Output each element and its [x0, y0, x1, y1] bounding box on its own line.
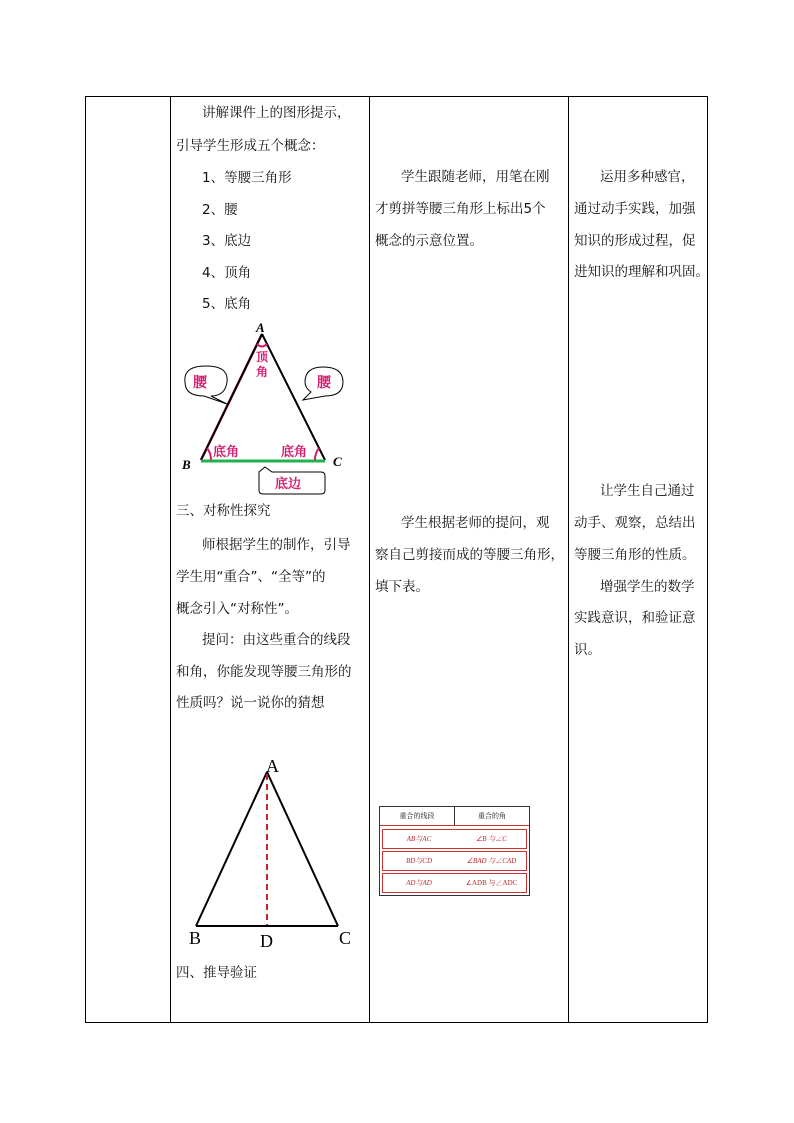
col3-para2-line-1: 学生根据老师的提问，观: [401, 515, 550, 531]
concept-item-3: 3、底边: [202, 233, 252, 249]
section4-title: 四、推导验证: [176, 965, 257, 981]
vertex-c-label: C: [333, 454, 342, 469]
table-row: [382, 829, 527, 849]
concept-item-5: 5、底角: [202, 296, 252, 312]
vertex-c-label-2: C: [339, 928, 352, 948]
segment-cell: AD与AD: [406, 879, 432, 887]
table-row: [382, 851, 527, 871]
section3-line-5: 和角，你能发现等腰三角形的: [176, 664, 352, 680]
col4-para2-line-6: 识。: [574, 642, 601, 658]
apex-angle-label-line2: 角: [256, 365, 269, 379]
vertex-d-label-2: D: [260, 931, 273, 951]
header-segments: 重合的线段: [399, 812, 435, 820]
right-base-angle-arc: [315, 448, 319, 460]
col3-para1-line-2: 才剪拼等腰三角形上标出5个: [375, 201, 546, 217]
concept-item-1: 1、等腰三角形: [202, 170, 292, 186]
left-base-angle-arc: [207, 448, 211, 460]
vertex-a-label-2: A: [266, 756, 279, 776]
col3-para1-line-3: 概念的示意位置。: [375, 233, 483, 249]
segment-cell: BD与CD: [405, 857, 433, 865]
angle-cell: ∠ADB 与∠ADC: [465, 879, 518, 887]
col4-para1-line-4: 进知识的理解和巩固。: [574, 264, 709, 280]
col4-para2-line-3: 等腰三角形的性质。: [574, 547, 696, 563]
section3-title: 三、对称性探究: [176, 503, 271, 519]
symmetry-triangle-diagram: [180, 752, 365, 954]
coincide-table: [379, 806, 530, 896]
coincide-table-header: [380, 807, 529, 826]
concept-item-2: 2、腰: [202, 202, 238, 218]
section3-line-2: 学生用“重合”、“全等”的: [176, 569, 326, 585]
right-base-angle-label: 底角: [281, 445, 308, 460]
col3-para2-line-3: 填下表。: [375, 579, 429, 595]
section3-line-6: 性质吗？说一说你的猜想: [176, 695, 325, 711]
side-ab: [196, 772, 267, 926]
right-leg-label: 腰: [317, 375, 331, 391]
col4-para2-line-2: 动手、观察，总结出: [574, 515, 696, 531]
col4-para1-line-1: 运用多种感官，: [600, 169, 695, 185]
table-row: [382, 873, 527, 893]
col4-para1-line-2: 通过动手实践，加强: [574, 201, 696, 217]
section3-line-3: 概念引入“对称性”。: [176, 601, 298, 617]
col4-para2-line-4: 增强学生的数学: [600, 579, 695, 595]
col3-para2-line-2: 察自己剪接而成的等腰三角形，: [375, 547, 564, 563]
vertex-a-label: A: [256, 320, 265, 335]
col4-para1-line-3: 知识的形成过程，促: [574, 233, 696, 249]
header-angles: 重合的角: [478, 812, 506, 820]
left-leg-label: 腰: [193, 375, 207, 391]
design-intent-column: [569, 0, 709, 1123]
left-base-angle-label: 底角: [213, 445, 240, 460]
section3-line-4: 提问：由这些重合的线段: [202, 632, 351, 648]
apex-angle-arc: [257, 344, 267, 347]
angle-cell: ∠BAD 与∠CAD: [466, 857, 517, 865]
col2-line-2: 引导学生形成五个概念：: [176, 138, 325, 154]
col2-line-1: 讲解课件上的图形提示，: [202, 105, 351, 121]
base-label: 底边: [275, 477, 302, 492]
vertex-b-label: B: [182, 457, 191, 472]
segment-cell: AB与AC: [406, 835, 432, 843]
section3-line-1: 师根据学生的制作，引导: [202, 537, 351, 553]
vertex-b-label-2: B: [189, 928, 202, 948]
isosceles-concept-diagram: [171, 316, 367, 498]
col4-para2-line-5: 实践意识，和验证意: [574, 610, 696, 626]
col4-para2-line-1: 让学生自己通过: [600, 483, 695, 499]
student-activity-column: [370, 0, 565, 1123]
teacher-activity-column: [171, 0, 367, 1123]
side-ac: [267, 772, 338, 926]
col3-para1-line-1: 学生跟随老师，用笔在刚: [401, 169, 550, 185]
concept-item-4: 4、顶角: [202, 265, 252, 281]
apex-angle-label-line1: 顶: [256, 350, 269, 364]
angle-cell: ∠B 与∠C: [476, 835, 507, 843]
